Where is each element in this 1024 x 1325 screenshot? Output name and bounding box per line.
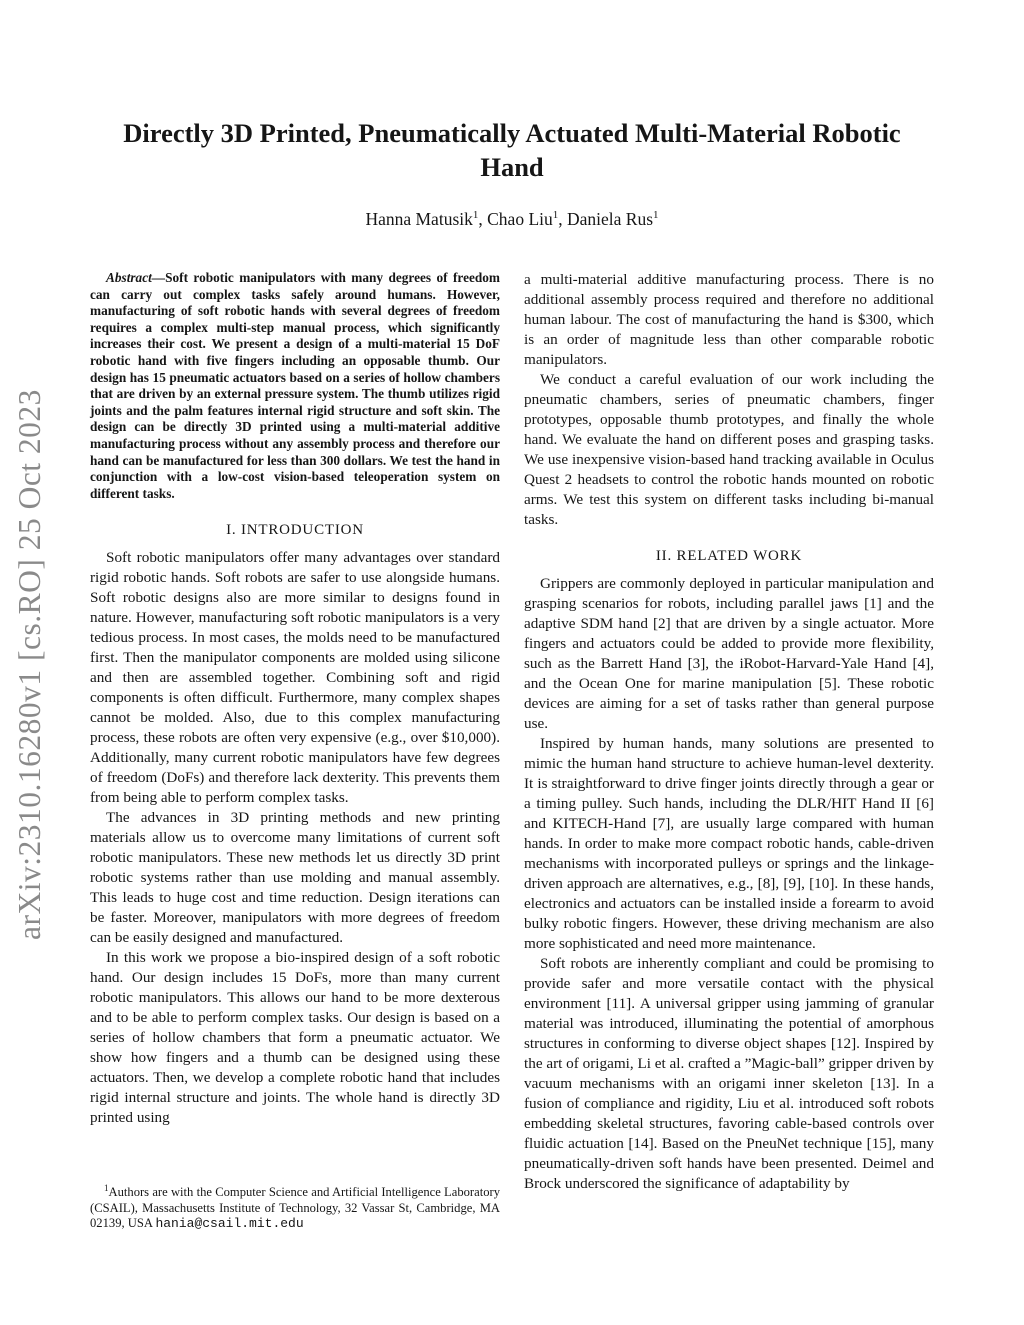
paragraph: Inspired by human hands, many solutions are presented to mimic the human hand structure to achieve human-level dexterity. It is straightforward to drive finger joints directly through a gear or a timing pulley. Such hands, including the DLR/HIT Hand II [6] and KITECH-Hand [7], are usually large compared with human hands. In order to make more compact robotic hands, cable-driven mechanisms with incorporated pulleys or springs and the linkage-driven approach are alternatives, e.g., [8], [9], [10]. In these hands, electronics and actuators can be installed inside a forearm to avoid bulky robotic fingers. However, these driving mechanism are also more sophisticated and need more maintenance. xyxy=(524,735,934,952)
paragraph-continuation: a multi-material additive manufacturing process. There is no additional assembly process required and therefore no additional human labour. The cost of manufacturing the hand is $300, which is an order of magnitude less than other comparable robotic manipulators. xyxy=(524,271,934,368)
author-affiliation-mark: 1 xyxy=(653,209,659,222)
abstract xyxy=(90,270,500,502)
paragraph: Grippers are commonly deployed in particular manipulation and grasping scenarios for robots, including parallel jaws [1] and the adaptive SDM hand [2] that are driven by a single actuator. More fingers and actuators could be added to provide more flexibility, such as the Barrett Hand [3], the iRobot-Harvard-Yale Hand [4], and the Ocean One for marine manipulation [5]. These robotic devices are aiming for a set of tasks rather than general purpose use. xyxy=(524,575,934,732)
paragraph: We conduct a careful evaluation of our work including the pneumatic chambers, series of pneumatic chambers, finger prototypes, opposable thumb prototypes, and finally the whole hand. We evaluate the hand on different poses and grasping tasks. We use inexpensive vision-based hand tracking available in Oculus Quest 2 headsets to control the robotic hands mounted on robotic arms. We test this system on different tasks including bi-manual tasks. xyxy=(524,371,934,528)
paragraph: Soft robots are inherently compliant and could be promising to provide safer and more versatile contact with the physical environment [11]. A universal gripper using jamming of granular material was introduced, illuminating the potential of amorphous structures in conforming to diverse object shapes [12]. Inspired by the art of origami, Li et al. crafted a ”Magic-ball” gripper driven by vacuum mechanisms with an origami inner skeleton [13]. In a fusion of compliance and rigidity, Liu et al. introduced soft robots embedding skeletal structures, favoring cable-based controls over fluidic actuation [14]. Based on the PneuNet technique [15], many pneumatically-driven soft hands have been presented. Deimel and Brock underscored the significance of adaptability by xyxy=(524,955,934,1192)
author-name: Chao Liu xyxy=(487,209,553,229)
footnote xyxy=(90,1181,500,1232)
author-affiliation-mark: 1 xyxy=(472,209,479,222)
author-name: Daniela Rus xyxy=(567,209,654,229)
section-heading-introduction: I. INTRODUCTION xyxy=(226,522,364,539)
section-heading-related-work: II. RELATED WORK xyxy=(655,548,803,564)
paragraph: Soft robotic manipulators offer many advantages over standard rigid robotic hands. Soft robots are safer to use alongside humans. Soft robotic designs also are more similar to designs found in nature. However, manufacturing soft robotic manipulators is a very tedious process. In most cases, the molds need to be manufactured first. Then the manipulator components are molded using silicone and then are assembled together. Combining soft and rigid components is often difficult. Furthermore, many complex shapes cannot be molded. Also, due to this complex manufacturing process, these robots are often very expensive (e.g., over $10,000). Additionally, many current robotic manipulators have few degrees of freedom (DoFs) and therefore lack dexterity. This prevents them from being able to perform complex tasks. xyxy=(90,549,500,807)
arxiv-identifier-stamp[interactable]: arXiv:2310.16280v1 [cs.RO] 25 Oct 2023 xyxy=(12,389,47,940)
paragraph: In this work we propose a bio-inspired design of a soft robotic hand. Our design includes 15 DoFs, more than many current robotic manipulators. This allows our hand to be more dexterous and to be able to perform complex tasks. Our design is based on a series of hollow chambers that form a pneumatic actuator. We show how fingers and a thumb can be designed using these actuators. Then, we develop a complete robotic hand that includes rigid internal structure and joints. The whole hand is directly 3D printed using xyxy=(90,949,500,1127)
left-column xyxy=(90,270,500,1128)
paragraph: The advances in 3D printing methods and new printing materials allow us to overcome many limitations of current soft robotic manipulators. These new methods let us directly 3D print robotic systems rather than use molding and manual assembly. This leads to huge cost and time reduction. Design iterations can be faster. Moreover, manipulators with more degrees of freedom can be easily designed and manufactured. xyxy=(90,809,500,947)
paper-title: Directly 3D Printed, Pneumatically Actuated Multi-Material Robotic Hand xyxy=(123,118,901,182)
right-column xyxy=(524,270,934,1194)
footnote-text: Authors are with the Computer Science and Artificial Intelligence Laboratory (CSAIL), Massachusetts Institute of Technology, 32 Vassar St, Cambridge, MA 02139, USA xyxy=(90,1185,500,1231)
author-list: Hanna Matusik$^1$, Chao Liu$^1$, Daniela Rus$^1$ xyxy=(365,209,659,229)
author-name: Hanna Matusik xyxy=(365,209,473,229)
author-email-link[interactable]: hania@csail.mit.edu xyxy=(155,1216,304,1232)
author-affiliation-mark: 1 xyxy=(552,209,559,222)
abstract-label: Abstract— xyxy=(106,270,166,285)
footnote-mark: 1 xyxy=(104,1183,109,1193)
abstract-text: Soft robotic manipulators with many degrees of freedom can carry out complex tasks safely around humans. However, manufacturing of soft robotic hands with several degrees of freedom requires a complex multi-step manual process, which significantly increases their cost. We present a design of a multi-material 15 DoF robotic hand with five fingers including an opposable thumb. Our design has 15 pneumatic actuators based on a series of hollow chambers that are driven by an external pressure system. The thumb utilizes rigid joints and the palm features internal rigid structure and soft skin. The design can be directly 3D printed using a multi-material additive manufacturing process without any assembly process and therefore our hand can be manufactured for less than 300 dollars. We test the hand in conjunction with a low-cost vision-based teleoperation system on different tasks. xyxy=(90,270,500,501)
